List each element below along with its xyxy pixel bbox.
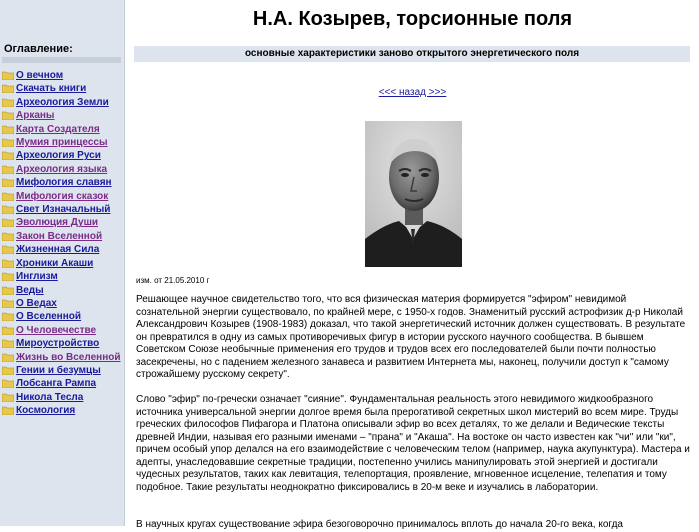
sidebar-item-link[interactable]: О Человечестве <box>16 324 97 336</box>
sidebar-item[interactable] <box>2 404 123 417</box>
sidebar-item[interactable] <box>2 364 123 377</box>
sidebar-item-link[interactable]: Эволюция Души <box>16 217 99 229</box>
sidebar-item-link[interactable]: Мумия принцессы <box>16 137 108 149</box>
toc-title: Оглавление: <box>4 43 73 55</box>
sidebar-item-link[interactable]: Карта Создателя <box>16 123 100 135</box>
sidebar-item-link[interactable]: О Вселенной <box>16 311 82 323</box>
sidebar-item[interactable] <box>2 230 123 243</box>
folder-icon <box>2 286 14 295</box>
back-link-container <box>126 87 699 98</box>
folder-icon <box>2 326 14 335</box>
folder-icon <box>2 232 14 241</box>
portrait-photo <box>365 121 462 267</box>
sidebar-item-link[interactable]: Инглизм <box>16 271 58 283</box>
portrait-image <box>365 121 462 267</box>
sidebar-item[interactable] <box>2 297 123 310</box>
sidebar-item-link[interactable]: Арканы <box>16 110 55 122</box>
sidebar-item-link[interactable]: Археология языка <box>16 163 108 175</box>
sidebar-item-link[interactable]: Гении и безумцы <box>16 364 101 376</box>
sidebar-item[interactable] <box>2 391 123 404</box>
sidebar-item[interactable] <box>2 377 123 390</box>
sidebar-item[interactable] <box>2 109 123 122</box>
article-paragraph: В научных кругах существование эфира безоговорочно принималось вплоть до начала 20-го века, когда <box>136 519 623 530</box>
folder-icon <box>2 125 14 134</box>
sidebar-item-link[interactable]: Лобсанга Рампа <box>16 378 97 390</box>
sidebar-item[interactable] <box>2 190 123 203</box>
sidebar-item-link[interactable]: Мироустройство <box>16 338 100 350</box>
folder-icon <box>2 366 14 375</box>
sidebar-item-link[interactable]: О Ведах <box>16 297 57 309</box>
sidebar-item-link[interactable]: Жизнь во Вселенной <box>16 351 121 363</box>
sidebar-item[interactable] <box>2 324 123 337</box>
sidebar-item[interactable] <box>2 203 123 216</box>
sidebar-item-link[interactable]: Мифология славян <box>16 177 112 189</box>
sidebar-item[interactable] <box>2 69 123 82</box>
main-content <box>126 0 699 530</box>
folder-icon <box>2 98 14 107</box>
folder-icon <box>2 178 14 187</box>
folder-icon <box>2 406 14 415</box>
folder-icon <box>2 245 14 254</box>
page-title: Н.А. Козырев, торсионные поля <box>252 8 573 30</box>
sidebar-item[interactable] <box>2 310 123 323</box>
sidebar-item-link[interactable]: Археология Руси <box>16 150 101 162</box>
folder-icon <box>2 218 14 227</box>
article-paragraph: Слово "эфир" по-гречески означает "сияние". Фундаментальная реальность этого невидимого жидкообразного источника универсальной энергии долгое время была прерогативой секретных школ мистерий во всем мире. Труды греческих философов Пифагора и Платона описывали эфир во всех деталях, то же делали и Ведические тексты древней Индии, называя его разными именами – "прана" и "Акаша". На востоке он часто известен как "чи" или "ки", причем особый упор делался на его взаимодействие с человеческим телом (например, наука акупунктура). Мастера и адепты, унаследовавшие секретные традиции, постепенно учились манипулировать этой энергией и достигали чудесных результатов, таких как левитация, телепортация, проявление, мгновенное исцеление, телепатия и тому подобное. Такие результаты неоднократно фиксировались в 20-м веке и изучались в лаборатории. <box>136 394 690 493</box>
folder-icon <box>2 379 14 388</box>
sidebar-item-link[interactable]: Скачать книги <box>16 83 87 95</box>
sidebar-item[interactable] <box>2 351 123 364</box>
sidebar-item-link[interactable]: Хроники Акаши <box>16 257 94 269</box>
sidebar-item-link[interactable]: Закон Вселенной <box>16 230 103 242</box>
sidebar-item-link[interactable]: Свет Изначальный <box>16 204 111 216</box>
folder-icon <box>2 393 14 402</box>
sidebar-item[interactable] <box>2 284 123 297</box>
folder-icon <box>2 84 14 93</box>
toc-divider <box>2 57 121 63</box>
sidebar-item-link[interactable]: О вечном <box>16 70 64 81</box>
sidebar-item-link[interactable]: Космология <box>16 405 76 417</box>
sidebar <box>0 0 125 526</box>
sidebar-item[interactable] <box>2 216 123 229</box>
article-paragraph: Решающее научное свидетельство того, что вся физическая материя формируется "эфиром" невидимой сознательной энергии существовало, по крайней мере, с 1950-х годов. Знаменитый русский астрофизик д-р Николай Александрович Козырев (1908-1983) доказал, что такой энергетический источник должен существовать. В результате он превратился в одну из самых противоречивых фигур в истории русского научного сообщества. В бывшем Советском Союзе необычные применения его трудов и трудов всех его последователей были почти полностью засекречены, но с падением железного занавеса и развитием Интернета мы, наконец, получили доступ к "самому строжайшему русскому секрету". <box>136 294 686 380</box>
folder-icon <box>2 353 14 362</box>
folder-icon <box>2 192 14 201</box>
page-subtitle: основные характеристики заново открытого энергетического поля <box>134 46 690 62</box>
sidebar-item[interactable] <box>2 257 123 270</box>
sidebar-item[interactable] <box>2 243 123 256</box>
folder-icon <box>2 205 14 214</box>
folder-icon <box>2 71 14 80</box>
folder-icon <box>2 111 14 120</box>
sidebar-item[interactable] <box>2 82 123 95</box>
sidebar-item-link[interactable]: Жизненная Сила <box>16 244 100 256</box>
folder-icon <box>2 165 14 174</box>
sidebar-nav <box>2 69 123 418</box>
sidebar-item-link[interactable]: Веды <box>16 284 44 296</box>
sidebar-item-link[interactable]: Никола Тесла <box>16 391 84 403</box>
folder-icon <box>2 259 14 268</box>
folder-icon <box>2 312 14 321</box>
date-line: изм. от 21.05.2010 г <box>136 276 210 285</box>
folder-icon <box>2 299 14 308</box>
folder-icon <box>2 138 14 147</box>
sidebar-item-link[interactable]: Мифология сказок <box>16 190 109 202</box>
sidebar-item-link[interactable]: Археология Земли <box>16 96 109 108</box>
folder-icon <box>2 339 14 348</box>
sidebar-item[interactable] <box>2 149 123 162</box>
sidebar-item[interactable] <box>2 96 123 109</box>
sidebar-item[interactable] <box>2 337 123 350</box>
sidebar-item[interactable] <box>2 123 123 136</box>
sidebar-item[interactable] <box>2 176 123 189</box>
folder-icon <box>2 272 14 281</box>
sidebar-item[interactable] <box>2 163 123 176</box>
sidebar-item[interactable] <box>2 270 123 283</box>
folder-icon <box>2 151 14 160</box>
sidebar-item[interactable] <box>2 136 123 149</box>
back-link[interactable]: <<< назад >>> <box>378 87 447 98</box>
